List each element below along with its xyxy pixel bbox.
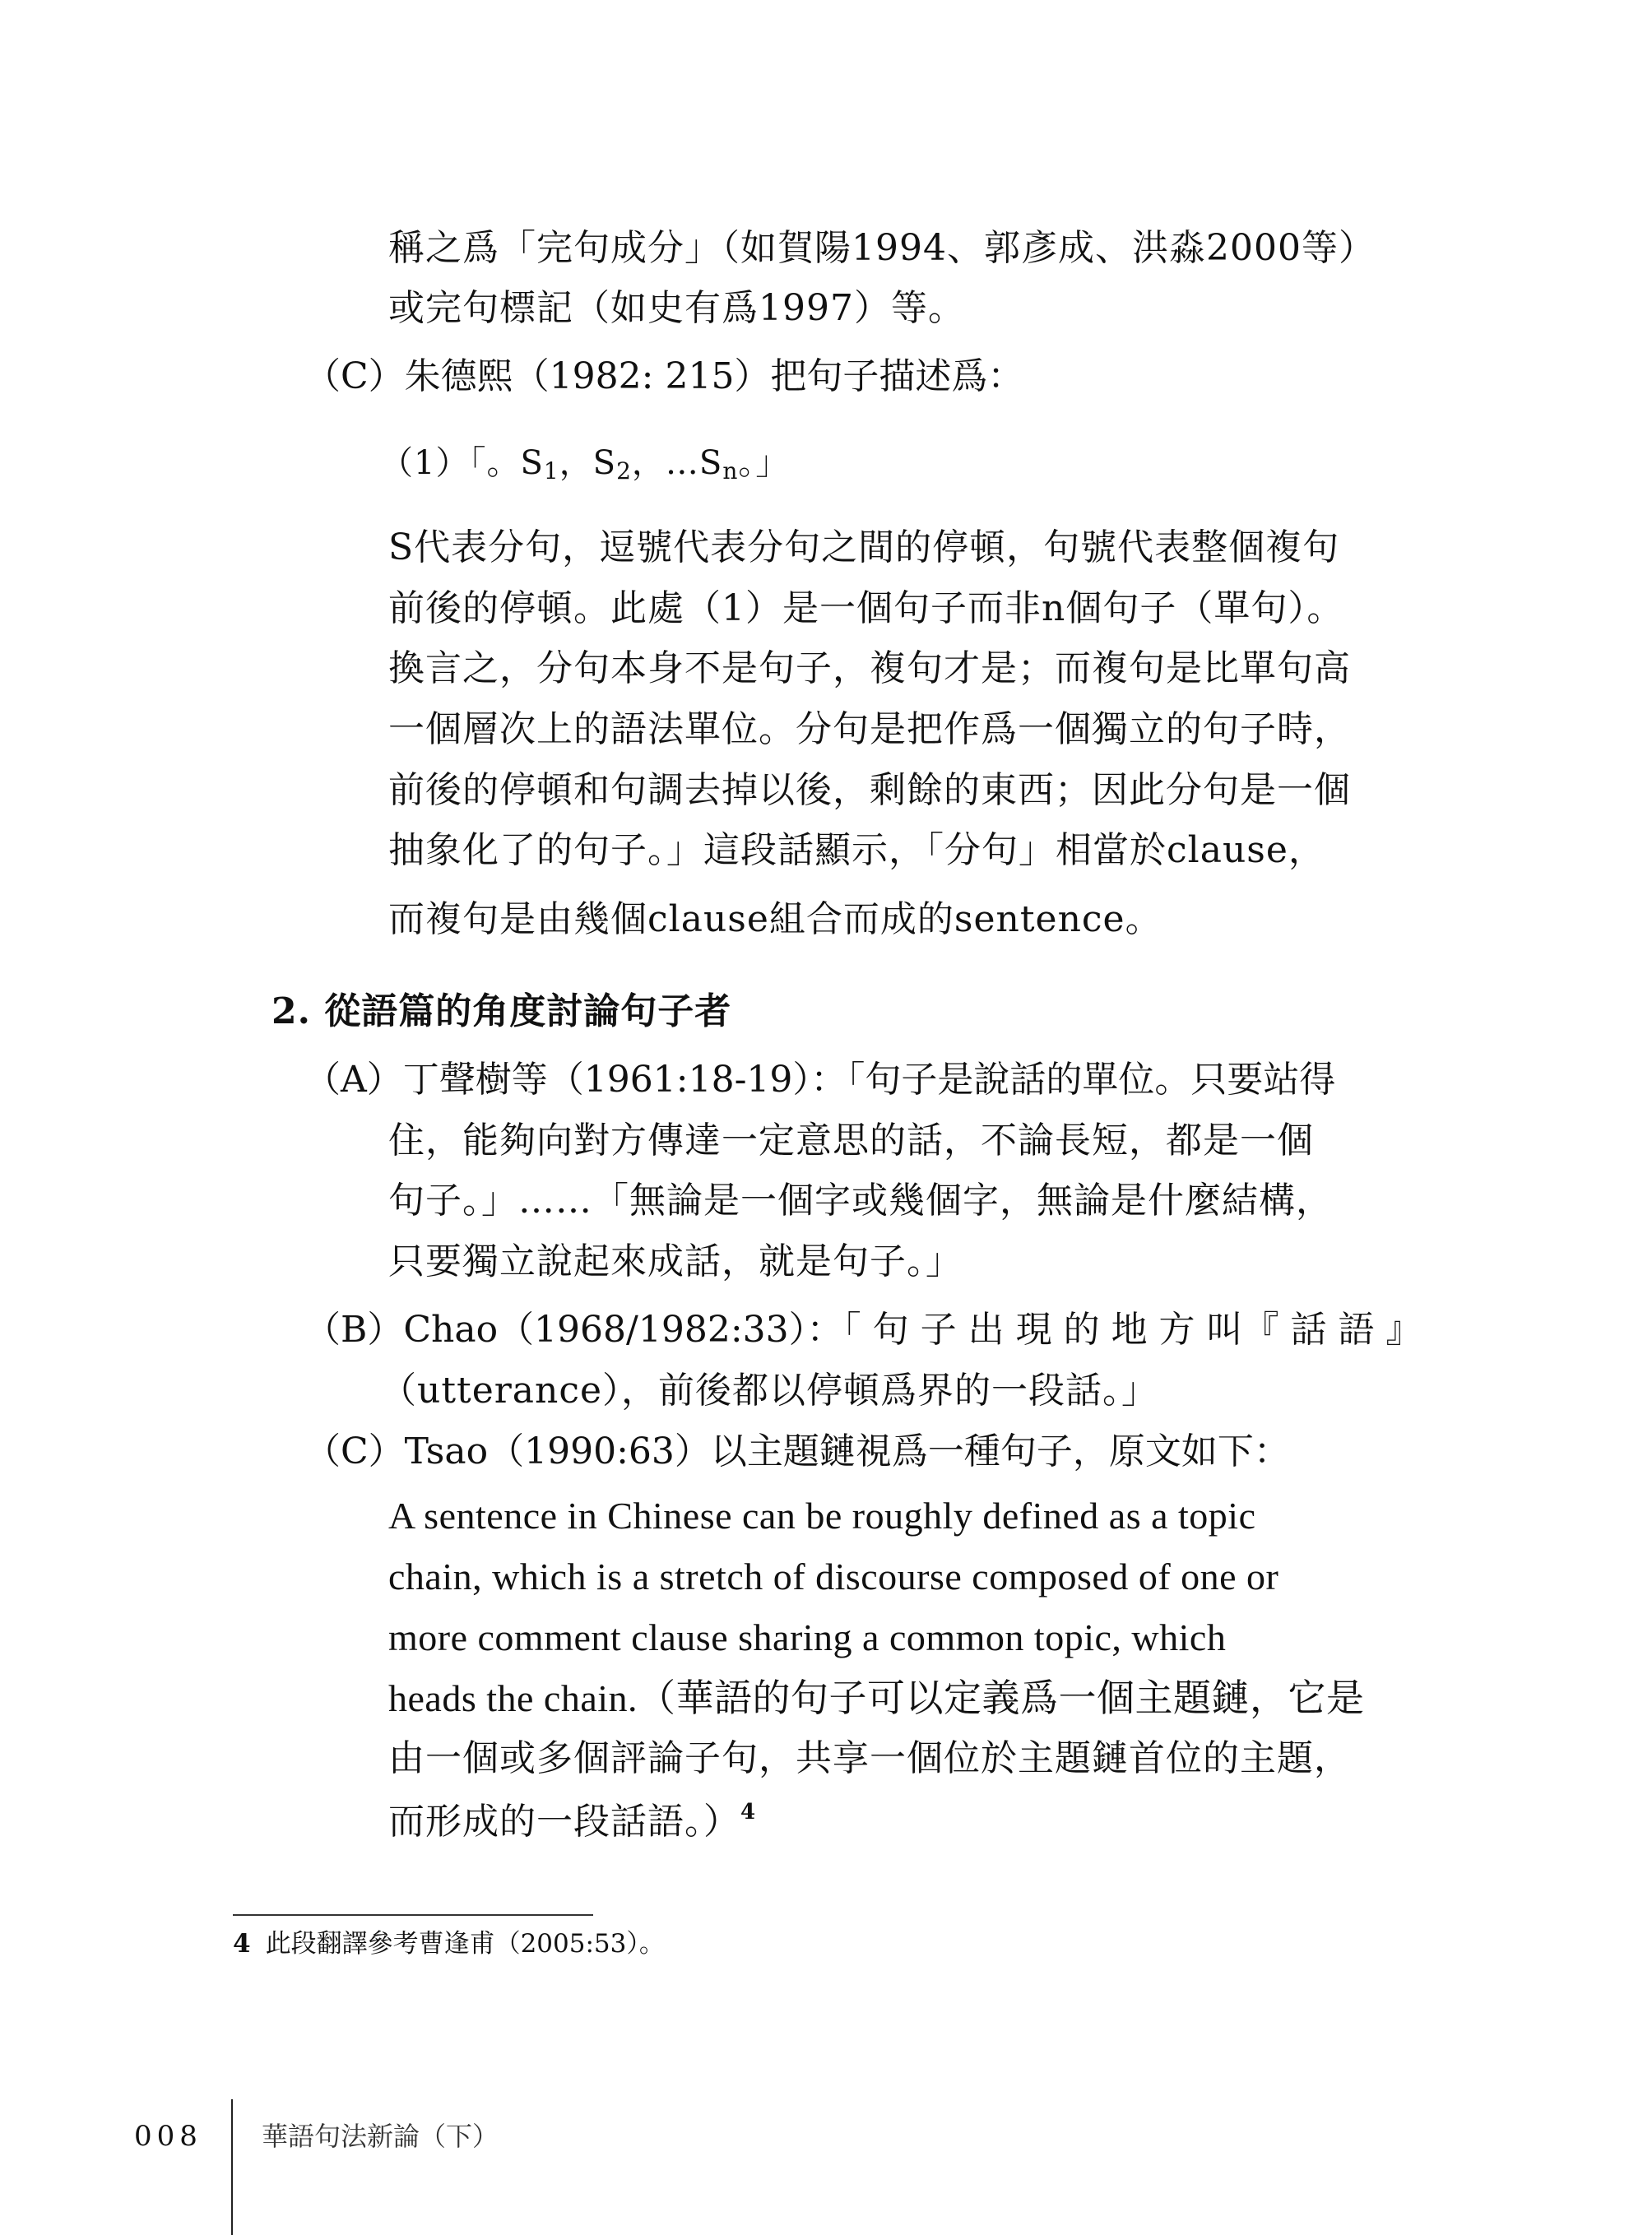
english-quote-line-3: more comment clause sharing a common topic, which xyxy=(388,1616,1227,1658)
footnote-reference: 4 xyxy=(740,1800,757,1825)
formula-sub-2: 2 xyxy=(616,457,632,485)
text-line-5: 換言之，分句本身不是句子，複句才是；而複句是比單句高 xyxy=(388,647,1351,689)
english-quote-line-2: chain, which is a stretch of discourse composed of one or xyxy=(388,1556,1279,1597)
text-line-13: （utterance），前後都以停頓爲界的一段話。」 xyxy=(380,1370,1159,1412)
book-title: 華語句法新論（下） xyxy=(262,2121,499,2152)
text-line-9: 而複句是由幾個clause組合而成的sentence。 xyxy=(388,898,1162,940)
text-line-6: 一個層次上的語法單位。分句是把作爲一個獨立的句子時， xyxy=(388,708,1351,750)
formula-1 xyxy=(380,438,789,488)
formula-close: 。」 xyxy=(738,444,790,482)
text-line-14: 由一個或多個評論子句，共享一個位於主題鏈首位的主題， xyxy=(388,1737,1351,1779)
text-line-15-body: 而形成的一段話語。） xyxy=(388,1801,740,1843)
text-line-4: 前後的停頓。此處（1）是一個句子而非n個句子（單句）。 xyxy=(388,587,1344,629)
text-line-3: S代表分句，逗號代表分句之間的停頓，句號代表整個複句 xyxy=(388,526,1340,568)
formula-sep-1: ，S xyxy=(559,444,617,482)
footer-divider xyxy=(231,2099,233,2235)
text-line-12: 只要獨立說起來成話，就是句子。」 xyxy=(388,1240,963,1282)
text-line-1: 稱之爲「完句成分」（如賀陽1994、郭彥成、洪淼2000等） xyxy=(388,227,1376,269)
section-heading-2: 2. 從語篇的角度討論句子者 xyxy=(271,990,732,1032)
item-c-zhu-dexi: （C）朱德熙（1982: 215）把句子描述爲： xyxy=(304,355,1024,397)
text-line-7: 前後的停頓和句調去掉以後，剩餘的東西；因此分句是一個 xyxy=(388,769,1351,811)
formula-sub-1: 1 xyxy=(543,457,559,485)
item-a-ding-shengshu: （A）丁聲樹等（1961:18-19）：「句子是說話的單位。只要站得 xyxy=(304,1059,1336,1101)
item-c-tsao: （C）Tsao（1990:63）以主題鏈視爲一種句子，原文如下： xyxy=(304,1430,1290,1472)
item-b-chao: （B）Chao（1968/1982:33）：「 句 子 出 現 的 地 方 叫『 話 語 』 xyxy=(304,1309,1422,1351)
english-quote-line-4: heads the chain.（華語的句子可以定義爲一個主題鏈，它是 xyxy=(388,1677,1365,1719)
text-line-2: 或完句標記（如史有爲1997）等。 xyxy=(388,287,965,329)
text-line-8: 抽象化了的句子。」這段話顯示，「分句」相當於clause， xyxy=(388,829,1325,871)
footnote-divider xyxy=(233,1914,593,1916)
text-line-10: 住，能夠向對方傳達一定意思的話，不論長短，都是一個 xyxy=(388,1120,1314,1162)
formula-sep-2: ，…S xyxy=(631,444,723,482)
footnote-text: 此段翻譯參考曹逢甫（2005:53）。 xyxy=(265,1929,665,1959)
formula-open: （1）「。S xyxy=(380,444,544,482)
text-line-11: 句子。」……「無論是一個字或幾個字，無論是什麼結構， xyxy=(388,1180,1333,1222)
english-quote-line-1: A sentence in Chinese can be roughly defined as a topic xyxy=(388,1495,1256,1537)
formula-sub-n: n xyxy=(722,457,739,485)
footnote xyxy=(233,1925,665,1963)
text-line-15 xyxy=(388,1797,756,1847)
footnote-mark: 4 xyxy=(233,1929,251,1959)
page-number: 008 xyxy=(134,2120,202,2153)
